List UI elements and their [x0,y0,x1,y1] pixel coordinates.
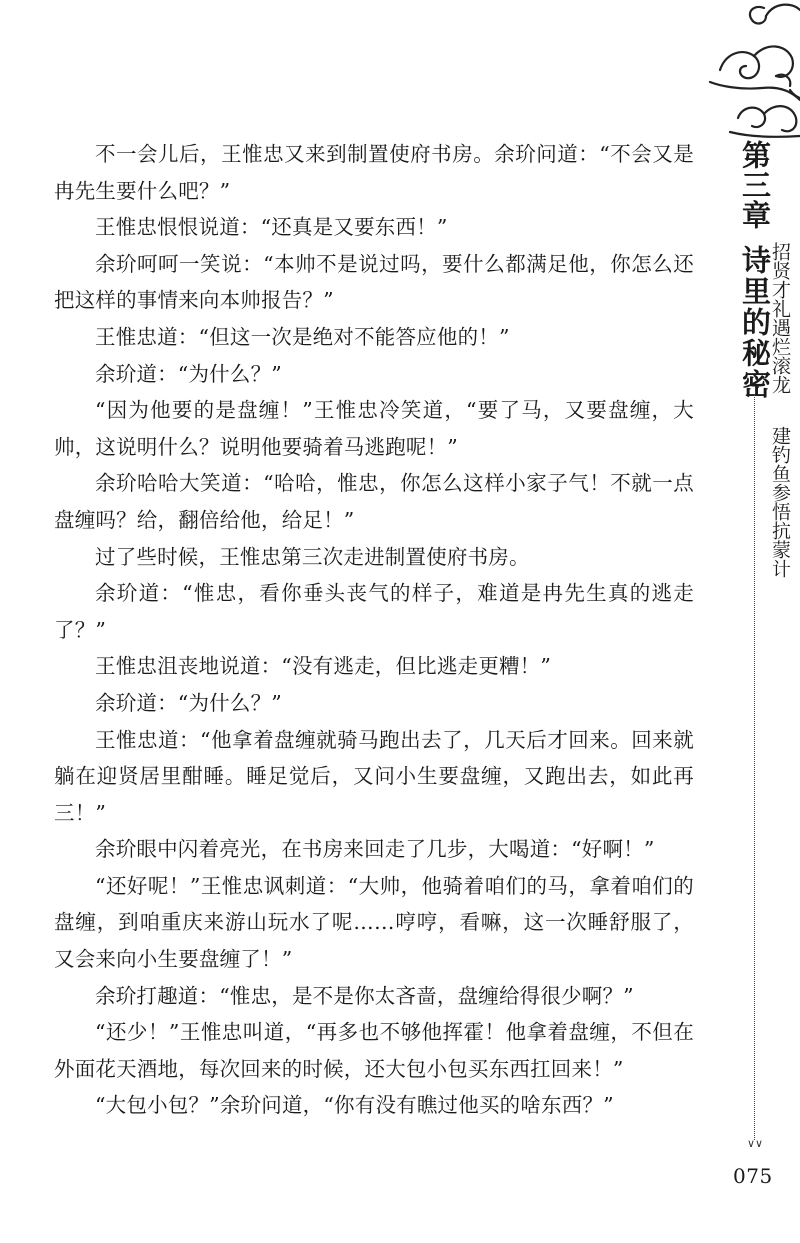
paragraph: 过了些时候，王惟忠第三次走进制置使府书房。 [95,544,530,569]
paragraph: 不一会儿后，王惟忠又来到制置使府书房。余玠问道：“不会又是冉先生要什么吧？” [54,142,694,203]
paragraph: 王惟忠恨恨说道：“还真是又要东西！” [95,215,448,240]
cloud-ornament-icon [680,0,800,160]
paragraph: 余玠呵呵一笑说：“本帅不是说过吗，要什么都满足他，你怎么还把这样的事情来向本帅报告？” [54,251,694,313]
paragraph: 余玠道：“惟忠，看你垂头丧气的样子，难道是冉先生真的逃走了？” [54,581,694,642]
paragraph: “还少！”王惟忠叫道，“再多也不够他挥霍！他拿着盘缠，不但在外面花天酒地，每次回来的时候，还大包小包买东西扛回来！” [54,1020,694,1081]
page-number: 075 [733,1164,773,1188]
paragraph: 余玠道：“为什么？” [95,361,282,386]
paragraph: 余玠眼中闪着亮光，在书房来回走了几步，大喝道：“好啊！” [95,837,655,862]
chapter-subtitle-first: 招贤才礼遇烂滚龙 [769,242,791,394]
paragraph: 王惟忠沮丧地说道：“没有逃走，但比逃走更糟！” [95,654,552,679]
paragraph: 余玠打趣道：“惟忠，是不是你太吝啬，盘缠给得很少啊？” [95,983,634,1008]
margin-dotted-rule [754,395,755,1140]
chapter-number: 第三章 [738,140,772,230]
body-text [54,136,694,1124]
paragraph: “因为他要的是盘缠！”王惟忠冷笑道，“要了马，又要盘缠，大帅，这说明什么？说明他要骑着马逃跑呢！” [54,398,694,459]
chapter-title: 诗里的秘密 [738,245,772,400]
chapter-subtitle-second: 建钓鱼参悟抗蒙计 [769,426,791,578]
paragraph: “还好呢！”王惟忠讽刺道：“大帅，他骑着咱们的马，拿着咱们的盘缠，到咱重庆来游山玩水了呢……哼哼，看嘛，这一次睡舒服了，又会来向小生要盘缠了！” [54,873,694,972]
paragraph: 王惟忠道：“他拿着盘缠就骑马跑出去了，几天后才回来。回来就躺在迎贤居里酣睡。睡足觉后，又问小生要盘缠，又跑出去，如此再三！” [54,727,694,825]
margin-arrow-marks: ∨∨ [747,1137,764,1150]
paragraph: 余玠哈哈大笑道：“哈哈，惟忠，你怎么这样小家子气！不就一点盘缠吗？给，翻倍给他，给足！” [54,471,694,532]
paragraph: 余玠道：“为什么？” [95,690,282,715]
paragraph: 王惟忠道：“但这一次是绝对不能答应他的！” [95,324,510,349]
paragraph: “大包小包？”余玠问道，“你有没有瞧过他买的啥东西？” [95,1093,614,1118]
